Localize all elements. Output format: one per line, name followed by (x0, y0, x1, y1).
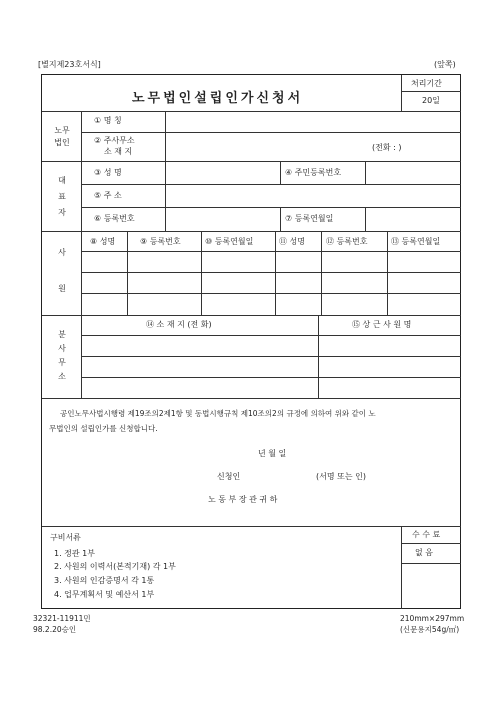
branch-row[interactable] (82, 378, 460, 397)
form-number: [별지제23호서식] (38, 60, 101, 69)
office-label-line1: ② 주사무소 (94, 136, 135, 145)
member-col-regdate-2: ⑬ 등록연월일 (391, 237, 441, 246)
member-row[interactable] (82, 252, 460, 271)
registration-number-field[interactable] (166, 208, 279, 230)
member-row[interactable] (82, 273, 460, 292)
corp-section-label: 노무 법인 (54, 126, 70, 147)
paper-size: 210mm×297mm (400, 614, 465, 623)
member-col-regno-2: ⑫ 등록번호 (326, 237, 368, 246)
branch-location-label: ⑭ 소 재 지 (전 화) (146, 320, 212, 329)
registration-number-label: ⑥ 등록번호 (94, 214, 135, 223)
branch-staff-label: ⑮ 상 근 사 원 명 (352, 320, 412, 329)
approval-date: 98.2.20승인 (33, 625, 77, 634)
office-label-line2: 소 재 지 (104, 147, 133, 156)
member-col-regdate-1: ⑩ 등록연월일 (205, 237, 254, 246)
rep-address-field[interactable] (166, 185, 460, 206)
office-address-field[interactable] (166, 133, 460, 160)
documents-title: 구비서류 (50, 533, 81, 542)
member-col-name-2: ⑪ 성명 (279, 237, 305, 246)
document-item: 2. 사원의 이력서(본적기재) 각 1부 (54, 562, 176, 571)
applicant-label: 신청인 (217, 472, 241, 481)
member-col-regno-1: ⑨ 등록번호 (140, 237, 181, 246)
page-side-label: (앞쪽) (434, 60, 456, 69)
branch-row[interactable] (82, 336, 460, 355)
registration-date-field[interactable] (366, 208, 460, 230)
form-code: 32321-11911민 (33, 614, 91, 623)
resident-number-label: ④ 주민등록번호 (285, 168, 342, 177)
statement-line-1: 공인노무사법시행령 제19조의2제1항 및 동법시행규칙 제10조의2의 규정에 의하여 위와 같이 노 (60, 409, 376, 418)
application-form (41, 74, 461, 609)
document-item: 3. 사원의 인감증명서 각 1통 (54, 576, 155, 585)
fee-value: 없 음 (415, 548, 433, 557)
processing-period-value: 20일 (422, 96, 440, 105)
document-item: 1. 정관 1부 (54, 549, 95, 558)
registration-date-label: ⑦ 등록연월일 (285, 214, 334, 223)
document-item: 4. 업무계획서 및 예산서 1부 (54, 590, 155, 599)
branch-section-label: 분 사 무 소 (58, 330, 66, 381)
processing-period-label: 처리기간 (411, 79, 442, 88)
corp-name-label: ① 명 칭 (94, 116, 122, 125)
member-section-label: 사 원 (58, 248, 66, 293)
signature-label: (서명 또는 인) (316, 472, 366, 481)
application-date: 년 월 일 (258, 449, 287, 458)
fee-label: 수 수 료 (412, 530, 441, 539)
addressee: 노 동 부 장 관 귀 하 (208, 495, 278, 504)
statement-line-2: 무법인의 설립인가를 신청합니다. (49, 424, 158, 433)
rep-name-field[interactable] (166, 162, 279, 183)
rep-name-label: ③ 성 명 (94, 168, 122, 177)
paper-type: (신문용지54g/㎡) (400, 625, 460, 634)
form-title: 노무법인설립인가신청서 (132, 91, 304, 106)
member-col-name-1: ⑧ 성명 (90, 237, 116, 246)
branch-row[interactable] (82, 357, 460, 376)
rep-section-label: 대 표 자 (58, 176, 66, 217)
resident-number-field[interactable] (366, 162, 460, 183)
corp-phone-text: (전화 : ) (372, 143, 402, 152)
rep-address-label: ⑤ 주 소 (94, 191, 122, 200)
member-row[interactable] (82, 294, 460, 314)
corp-name-field[interactable] (166, 112, 460, 131)
